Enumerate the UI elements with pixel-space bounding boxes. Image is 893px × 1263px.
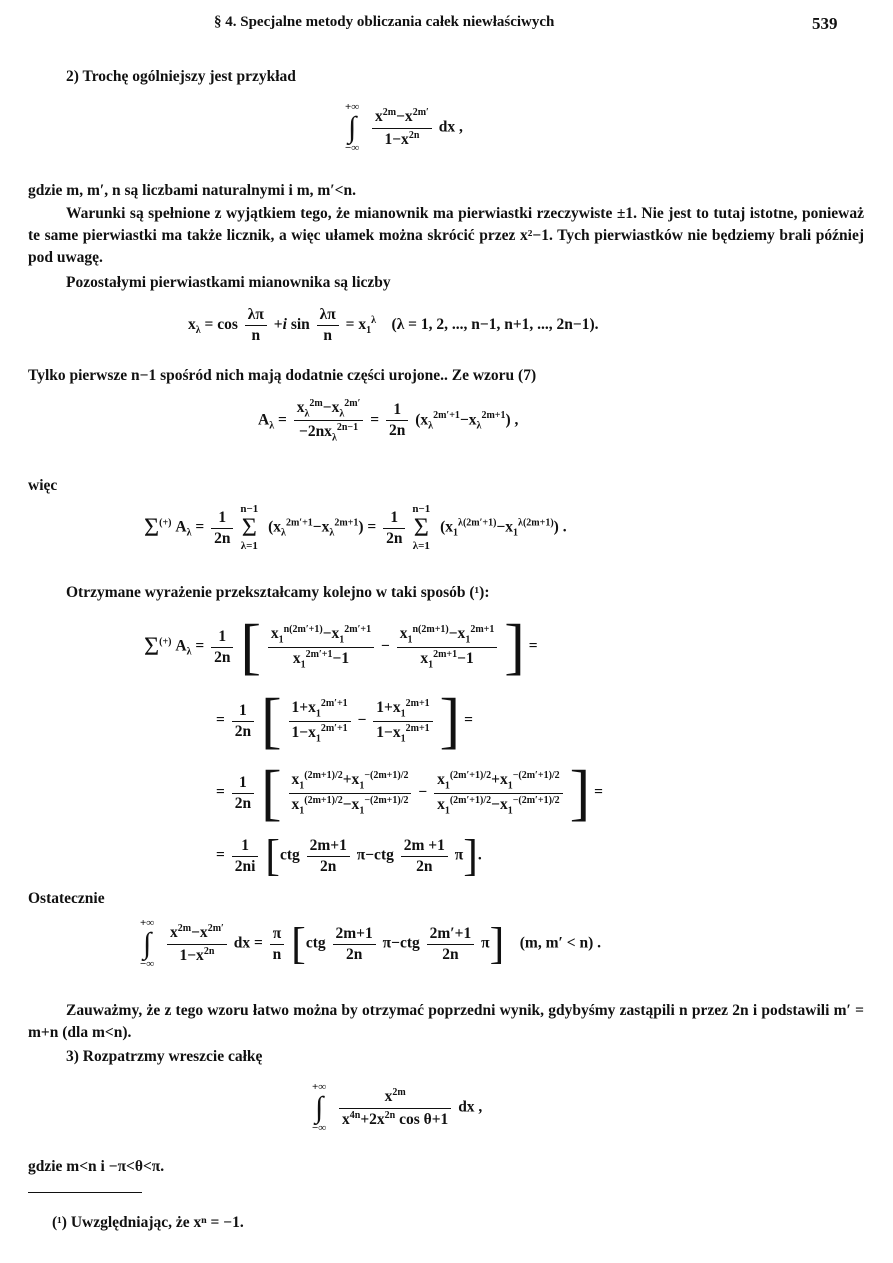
equation-6: = $\frac{1}{2n}$ [ $\frac{1+x_1^{2m'+1}}{1-x_1^{2m'+1}}$ − $\frac{1+x_1^{2m+1}}{1-x_1^{2m+1}}$ ] = bbox=[216, 687, 473, 755]
paragraph-where-2: gdzie m<n i −π<θ<π. bbox=[28, 1158, 165, 1175]
equation-10: +∞ ∫ −∞ $\frac{x^{2m}}{x^{4n}+2x^{2n} \cos \theta+1}$ dx , bbox=[312, 1081, 483, 1134]
paragraph-conditions: Warunki są spełnione z wyjątkiem tego, że mianownik ma pierwiastki rzeczywiste ±1. Nie jest to tutaj istotne, ponieważ te same pierwiastki ma także licznik, a więc ułamek można skrócić przez x²−1. Tych pierwiastków nie będziemy brali później pod uwagę. bbox=[28, 205, 864, 266]
equation-4: Σ(+) $A_\lambda$ = $\frac{1}{2n}$ n−1 Σ λ=1 $(x_\lambda^{2m'+1}-x_\lambda^{2m+1})$ = $\frac{1}{2n}$ n−1 Σ λ=1 $(x_1^{\lambda(2m'+1)}-x_1^{\lambda(2m+1)})$ . bbox=[144, 503, 567, 552]
equation-5: Σ(+) $A_\lambda$ = $\frac{1}{2n}$ [ $\frac{x_1^{n(2m'+1)}-x_1^{2m'+1}}{x_1^{2m'+1}-1}$ − $\frac{x_1^{n(2m+1)}-x_1^{2m+1}}{x_1^{2m+1}-1}$ ] = bbox=[144, 613, 538, 681]
paragraph-transform: Otrzymane wyrażenie przekształcamy kolejno w taki sposób (¹): bbox=[66, 584, 490, 601]
paragraph-note: Zauważmy, że z tego wzoru łatwo można by otrzymać poprzedni wynik, gdybyśmy zastąpili n przez 2n i podstawili m′ = m+n (dla m<n). bbox=[28, 1002, 864, 1041]
paragraph-consider: 3) Rozpatrzmy wreszcie całkę bbox=[66, 1048, 263, 1065]
page-number: 539 bbox=[812, 14, 838, 33]
paragraph-remaining-roots: Pozostałymi pierwiastkami mianownika są liczby bbox=[66, 274, 391, 291]
footnote: (¹) Uwzględniając, że xⁿ = −1. bbox=[52, 1214, 244, 1231]
equation-3: $A_\lambda$ = $\frac{x_\lambda^{2m}-x_\lambda^{2m'}}{-2nx_\lambda^{2n-1}}$ = $\frac{1}{2n}$ $(x_\lambda^{2m'+1}-x_\lambda^{2m+1})$ , bbox=[258, 398, 519, 444]
paragraph-where: gdzie m, m′, n są liczbami naturalnymi i m, m′<n. bbox=[28, 182, 356, 199]
equation-8: = $\frac{1}{2ni}$ [ctg $\frac{2m+1}{2n}$ π−ctg $\frac{2m +1}{2n}$ π]. bbox=[216, 831, 482, 880]
example-intro: 2) Trochę ogólniejszy jest przykład bbox=[66, 68, 296, 85]
footnote-rule bbox=[28, 1192, 142, 1193]
equation-1: +∞ ∫ −∞ $\frac{x^{2m}-x^{2m'}}{1-x^{2n}}$ dx , bbox=[345, 101, 463, 154]
equation-2: $x_\lambda = \cos$ $\frac{\lambda\pi}{n}$ +i sin $\frac{\lambda\pi}{n}$ = $x_1^\lambda$ (λ = 1, 2, ..., n−1, n+1, ..., 2n−1). bbox=[188, 306, 599, 344]
word-wiec: więc bbox=[28, 477, 58, 494]
equation-7: = $\frac{1}{2n}$ [ $\frac{x_1^{(2m+1)/2}+x_1^{-(2m+1)/2}}{x_1^{(2m+1)/2}-x_1^{-(2m+1)/2}}$ − $\frac{x_1^{(2m'+1)/2}+x_1^{-(2m'+1)/2}}{x_1^{(2m'+1)/2}-x_1^{-(2m'+1)/2}}$ ] = bbox=[216, 759, 603, 827]
running-header: § 4. Specjalne metody obliczania całek niewłaściwych bbox=[214, 14, 555, 30]
paragraph-only-first: Tylko pierwsze n−1 spośród nich mają dodatnie części urojone.. Ze wzoru (7) bbox=[28, 367, 537, 384]
equation-9: +∞ ∫ −∞ $\frac{x^{2m}-x^{2m'}}{1-x^{2n}}$ dx = $\frac{\pi}{n}$ [ctg $\frac{2m+1}{2n}$ π−ctg $\frac{2m'+1}{2n}$ π] (m, m′ < n) . bbox=[140, 917, 601, 970]
word-finally: Ostatecznie bbox=[28, 890, 105, 907]
